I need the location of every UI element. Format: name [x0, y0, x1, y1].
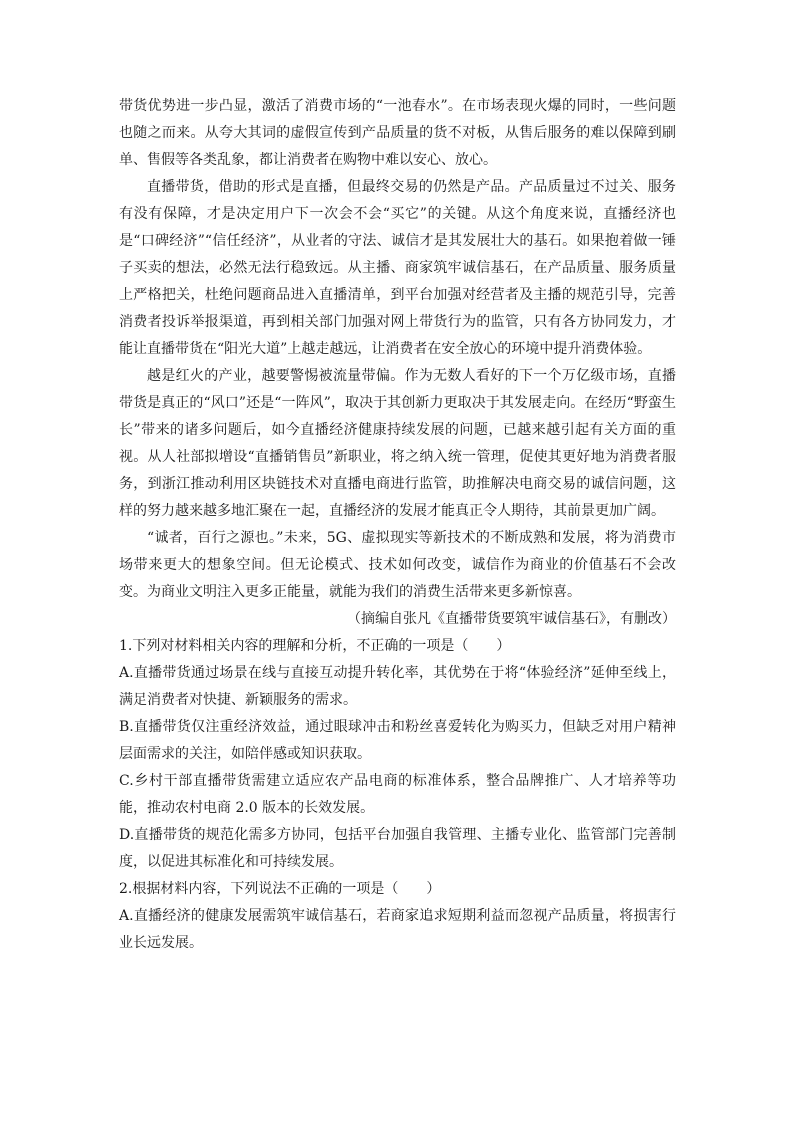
article-source: （摘编自张凡《直播带货要筑牢诚信基石》，有删改） [347, 611, 676, 627]
article-paragraph-2: 直播带货，借助的形式是直播，但最终交易的仍然是产品。产品质量过不过关、服务有没有保障，才是决定用户下一次会不会“买它”的关键。从这个角度来说，直播经济也是“口碑经济”“信任经济”，从业者的守法、诚信才是其发展壮大的基石。如果抱着做一锤子买卖的想法，必然无法行稳致远。从主播、商家筑牢诚信基石，在产品质量、服务质量上严格把关，杜绝问题商品进入直播清单，到平台加强对经营者及主播的规范引导，完善消费者投诉举报渠道，再到相关部门加强对网上带货行为的监管，只有各方协同发力，才能让直播带货在“阳光大道”上越走越远，让消费者在安全放心的环境中提升消费体验。 [119, 179, 676, 357]
question-1-option-d: D.直播带货的规范化需多方协同，包括平台加强自我管理、主播专业化、监管部门完善制度，以促进其标准化和可持续发展。 [119, 827, 676, 870]
question-1-option-b: B.直播带货仅注重经济效益，通过眼球冲击和粉丝喜爱转化为购买力，但缺乏对用户精神层面需求的关注，如陪伴感或知识获取。 [119, 719, 676, 762]
question-1-stem: 1.下列对材料相关内容的理解和分析，不正确的一项是（ ） [119, 638, 511, 654]
question-1-option-c: C.乡村干部直播带货需建立适应农产品电商的标准体系，整合品牌推广、人才培养等功能，推动农村电商 2.0 版本的长效发展。 [119, 773, 676, 816]
article-paragraph-4: “诚者，百行之源也。”未来，5G、虚拟现实等新技术的不断成熟和发展，将为消费市场带来更大的想象空间。但无论模式、技术如何改变，诚信作为商业的价值基石不会改变。为商业文明注入更多正能量，就能为我们的消费生活带来更多新惊喜。 [119, 530, 676, 600]
question-2-option-a: A.直播经济的健康发展需筑牢诚信基石，若商家追求短期利益而忽视产品质量，将损害行业长远发展。 [119, 908, 676, 951]
question-1-option-a: A.直播带货通过场景在线与直接互动提升转化率，其优势在于将“体验经济”延伸至线上，满足消费者对快捷、新颖服务的需求。 [119, 665, 676, 708]
article-paragraph-1: 带货优势进一步凸显，激活了消费市场的“一池春水”。在市场表现火爆的同时，一些问题也随之而来。从夸大其词的虚假宣传到产品质量的货不对板，从售后服务的难以保障到刷单、售假等各类乱象，都让消费者在购物中难以安心、放心。 [119, 98, 676, 168]
article-paragraph-3: 越是红火的产业，越要警惕被流量带偏。作为无数人看好的下一个万亿级市场，直播带货是真正的“风口”还是“一阵风”，取决于其创新力更取决于其发展走向。在经历“野蛮生长”带来的诸多问题后，如今直播经济健康持续发展的问题，已越来越引起有关方面的重视。从人社部拟增设“直播销售员”新职业，将之纳入统一管理，促使其更好地为消费者服务，到浙江推动利用区块链技术对直播电商进行监管，助推解决电商交易的诚信问题，这样的努力越来越多地汇聚在一起，直播经济的发展才能真正令人期待，其前景更加广阔。 [119, 368, 676, 519]
question-2-stem: 2.根据材料内容，下列说法不正确的一项是（ ） [119, 881, 441, 897]
